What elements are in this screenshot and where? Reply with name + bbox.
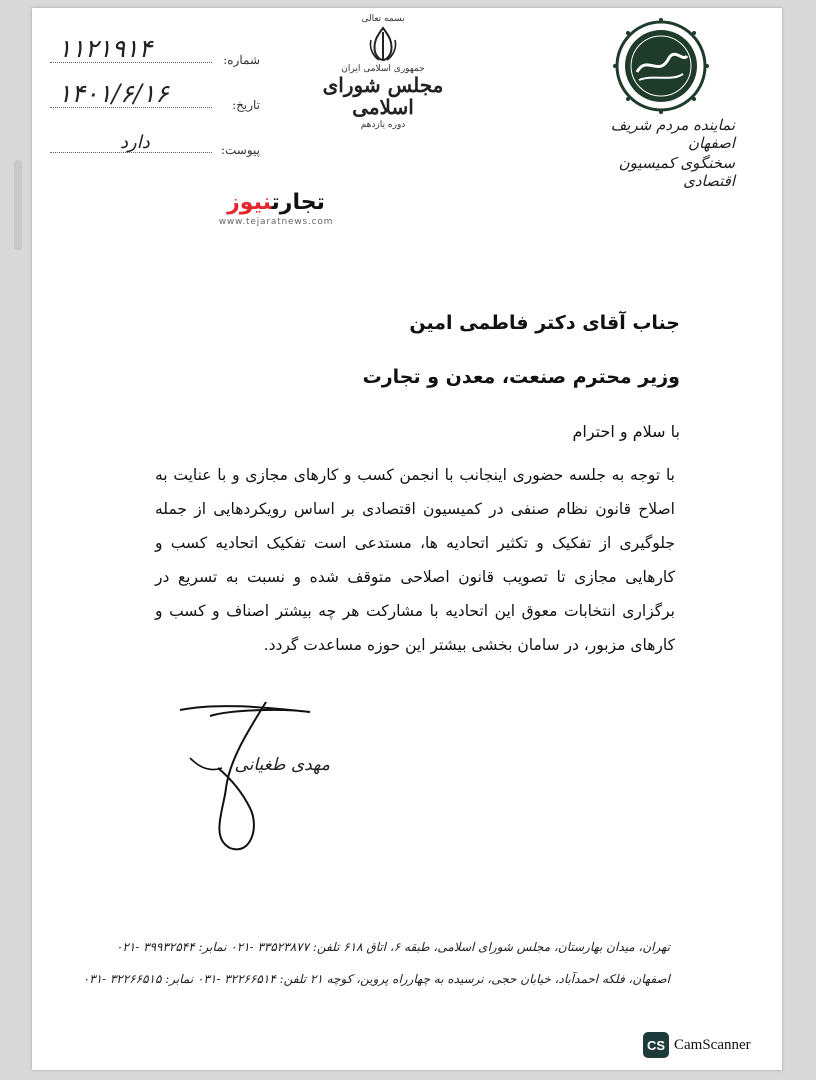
news-watermark-url: www.tejaratnews.com bbox=[218, 217, 334, 227]
seal-line-2: سخنگوی کمیسیون اقتصادی bbox=[618, 154, 735, 190]
news-watermark-title bbox=[206, 192, 346, 214]
greeting: با سلام و احترام bbox=[572, 422, 680, 441]
emblem-top-text: بسمه تعالی bbox=[361, 14, 405, 24]
date-value: ۱۴۰۱/۶/۱۶ bbox=[58, 79, 169, 108]
emblem-term: دوره یازدهم bbox=[360, 120, 406, 130]
number-value: ۱۱۲۱۹۱۴ bbox=[58, 34, 152, 63]
camscanner-label: CamScanner bbox=[674, 1036, 751, 1053]
iran-emblem-icon bbox=[363, 24, 403, 64]
letter-body: با توجه به جلسه حضوری اینجانب با انجمن کسب و کارهای مجازی و با عنایت به اصلاح قانون نظام صنفی در کمیسیون اقتصادی بر اساس رویکردهایی از جمله جلوگیری از تفکیک و تکثیر اتحادیه ها، مستدعی است تفکیک اتحادیه کسب و کارهایی مجازی تا تصویب قانون اصلاحی متوقف شده و نسبت به تسریع در برگزاری انتخابات معوق این اتحادیه با مشارکت هر چه بیشتر اصناف و کسب و کارهای مزبور، در سامان بخشی بیشتر این حوزه مساعدت گردد. bbox=[155, 466, 675, 654]
footer-address-tehran: تهران، میدان بهارستان، مجلس شورای اسلامی، طبقه ۶، اتاق ۶۱۸ تلفن: ۳۳۵۲۳۸۷۷ -۰۲۱ نمابر: ۳۹۹۳۲۵۴۴ -۰۲۱ bbox=[115, 940, 670, 954]
number-label: شماره: bbox=[223, 53, 260, 67]
letter-meta bbox=[50, 30, 260, 165]
handwritten-signature bbox=[170, 698, 330, 858]
date-row bbox=[50, 75, 260, 120]
news-watermark-part2: نیوز bbox=[227, 190, 272, 215]
parliament-emblem bbox=[318, 14, 448, 184]
number-row bbox=[50, 30, 260, 75]
attachment-row bbox=[50, 120, 260, 165]
news-watermark-part1: تجارت bbox=[271, 190, 325, 215]
attachment-label: پیوست: bbox=[220, 143, 260, 157]
recipient-title: وزیر محترم صنعت، معدن و تجارت bbox=[362, 366, 680, 388]
emblem-subtitle: جمهوری اسلامی ایران bbox=[341, 64, 425, 74]
date-label: تاریخ: bbox=[232, 98, 260, 112]
news-watermark bbox=[206, 192, 346, 227]
seal-icon bbox=[613, 18, 709, 114]
recipient-name: جناب آقای دکتر فاطمی امین bbox=[409, 312, 680, 334]
scrollbar[interactable] bbox=[14, 160, 22, 250]
representative-seal bbox=[565, 18, 735, 190]
seal-line-1: نماینده مردم شریف اصفهان bbox=[610, 116, 735, 152]
emblem-title: مجلس شورای اسلامی bbox=[322, 73, 444, 119]
signer-name: مهدی طغیانی bbox=[234, 755, 330, 775]
camscanner-badge bbox=[643, 1031, 751, 1059]
camscanner-icon: CS bbox=[643, 1032, 669, 1058]
footer-address-isfahan: اصفهان، فلکه احمدآباد، خیابان حجی، نرسیده به چهارراه پروین، کوچه ۲۱ تلفن: ۳۲۲۶۶۵۱۴ -۰۳۱ نمابر: ۳۲۲۶۶۵۱۵ -۰۳۱ bbox=[82, 972, 670, 986]
attachment-value: دارد bbox=[120, 132, 150, 153]
